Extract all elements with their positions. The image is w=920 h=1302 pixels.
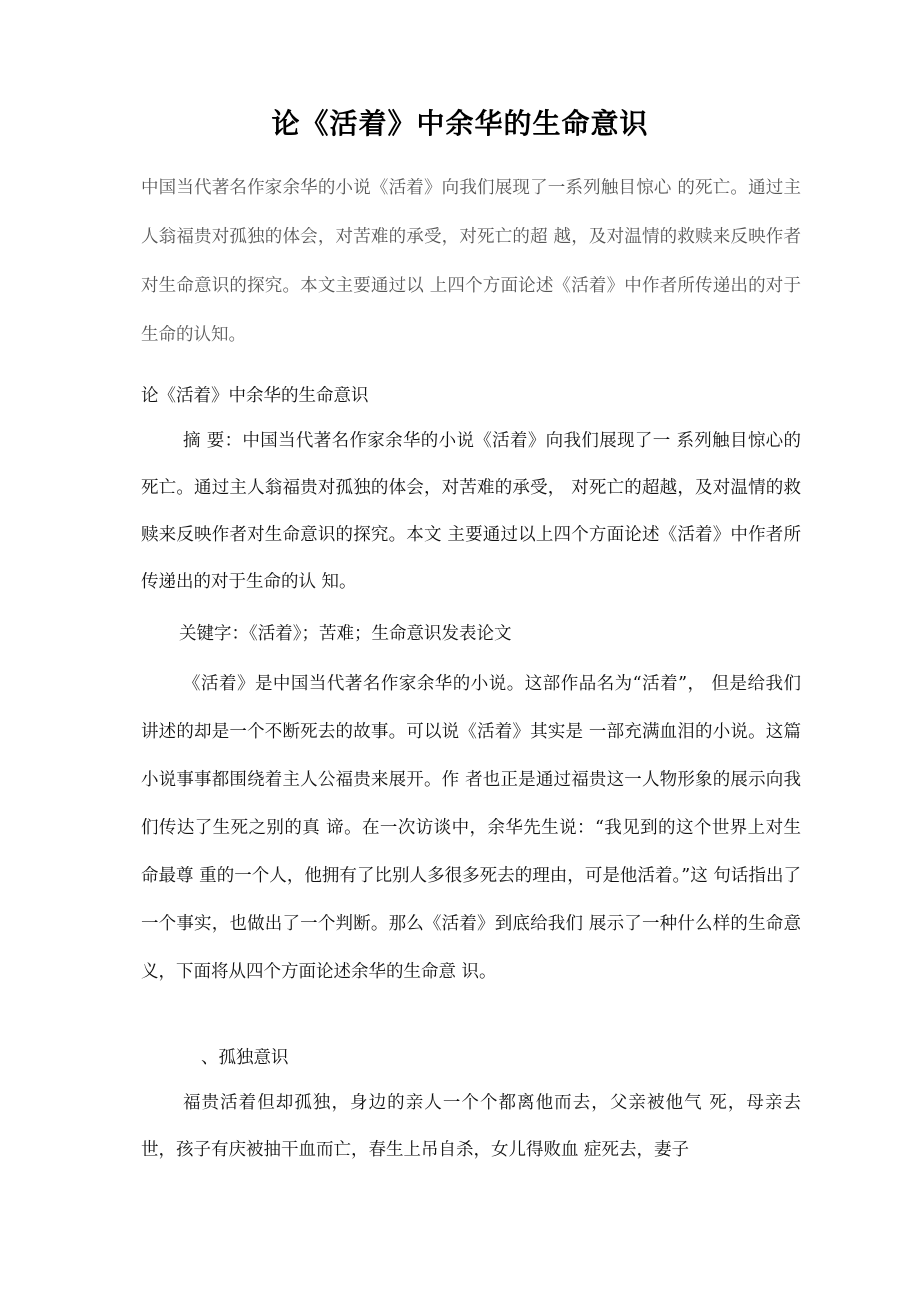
document-subtitle: 论《活着》中余华的生命意识 [141,386,369,406]
body-paragraph-1: 《活着》是中国当代著名作家余华的小说。这部作品名为“活着”， 但是给我们讲述的却是一个不断死去的故事。可以说《活着》其实是 一部充满血泪的小说。这篇小说事事都围绕着主人公福贵来展开。作 者也正是通过福贵这一人物形象的展示向我们传达了生死之别的真 谛。在一次访谈中，余华先生说：“我见到的这个世界上对生命最尊 重的一个人，他拥有了比别人多很多死去的理由，可是他活着。”这 句话指出了一个事实，也做出了一个判断。那么《活着》到底给我们 展示了一种什么样的生命意义，下面将从四个方面论述余华的生命意 识。 [141,674,801,982]
keywords-line: 关键字：《活着》；苦难；生命意识发表论文 [179,624,512,644]
abstract-paragraph: 摘 要：中国当代著名作家余华的小说《活着》向我们展现了一 系列触目惊心的死亡。通过主人翁福贵对孤独的体会，对苦难的承受， 对死亡的超越，及对温情的救赎来反映作者对生命意识的探究。本文 主要通过以上四个方面论述《活着》中作者所传递出的对于生命的认 知。 [141,431,801,592]
section-heading: 、孤独意识 [201,1048,289,1068]
body-paragraph-2: 福贵活着但却孤独，身边的亲人一个个都离他而去，父亲被他气 死，母亲去世，孩子有庆被抽干血而亡，春生上吊自杀，女儿得败血 症死去，妻子 [141,1093,801,1160]
abstract-intro-paragraph: 中国当代著名作家余华的小说《活着》向我们展现了一系列触目惊心 的死亡。通过主人翁福贵对孤独的体会，对苦难的承受，对死亡的超 越，及对温情的救赎来反映作者对生命意识的探究。本文主要通过以 上四个方面论述《活着》中作者所传递出的对于生命的认知。 [141,178,801,345]
document-title: 论《活着》中余华的生命意识 [271,107,649,140]
